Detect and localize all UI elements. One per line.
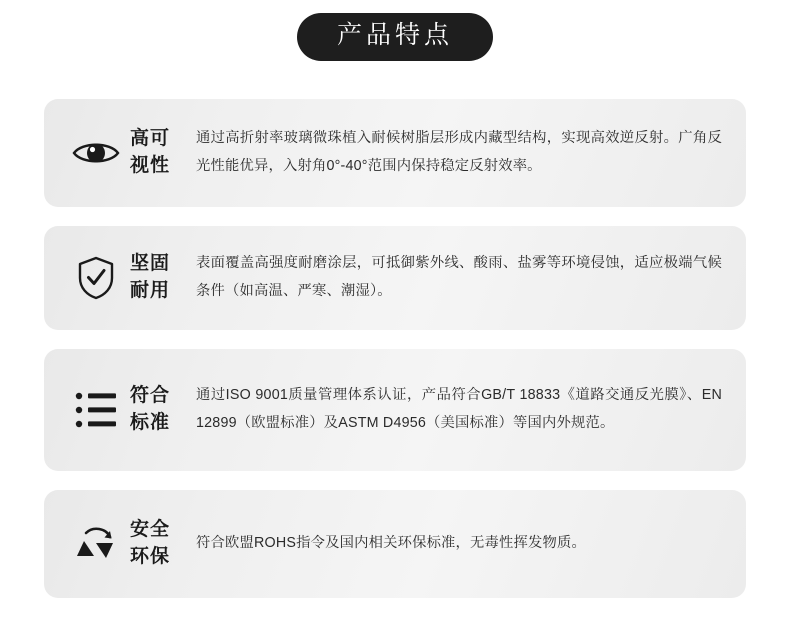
feature-title-line1: 坚固 [130,253,171,275]
feature-card [44,226,746,330]
feature-title-line1: 高可 [130,128,171,150]
feature-description [196,382,726,438]
feature-card [44,99,746,207]
eye-icon [66,138,126,168]
feature-description-text: 通过高折射率玻璃微珠植入耐候树脂层形成内藏型结构，实现高效逆反射。广角反光性能优异，入射角0°-40°范围内保持稳定反射效率。 [196,129,722,174]
feature-description-text: 符合欧盟ROHS指令及国内相关环保标准，无毒性挥发物质。 [196,534,587,551]
feature-title [130,383,182,435]
feature-title-line2: 耐用 [130,279,171,301]
feature-title [130,517,182,569]
page-title: 产品特点 [297,13,493,61]
feature-title-line1: 安全 [130,519,171,541]
feature-description-text: 表面覆盖高强度耐磨涂层，可抵御紫外线、酸雨、盐雾等环境侵蚀，适应极端气候条件（如高温、严寒、潮湿）。 [196,254,722,299]
feature-title-line2: 标准 [130,411,171,433]
feature-title-line2: 视性 [130,154,171,176]
shield-check-icon [66,255,126,301]
feature-description-text: 通过ISO 9001质量管理体系认证，产品符合GB/T 18833《道路交通反光膜》、EN 12899（欧盟标准）及ASTM D4956（美国标准）等国内外规范。 [196,386,722,431]
feature-card [44,349,746,471]
list-icon [66,390,126,430]
feature-card [44,490,746,598]
feature-description [196,125,726,181]
feature-description [196,530,726,558]
page-title-container [0,0,790,61]
feature-title-line2: 环保 [130,545,171,567]
feature-title [130,251,182,303]
recycle-arrows-icon [66,523,126,565]
feature-card-list [0,99,790,598]
feature-title-line1: 符合 [130,385,171,407]
feature-description [196,250,726,306]
feature-title [130,126,182,178]
